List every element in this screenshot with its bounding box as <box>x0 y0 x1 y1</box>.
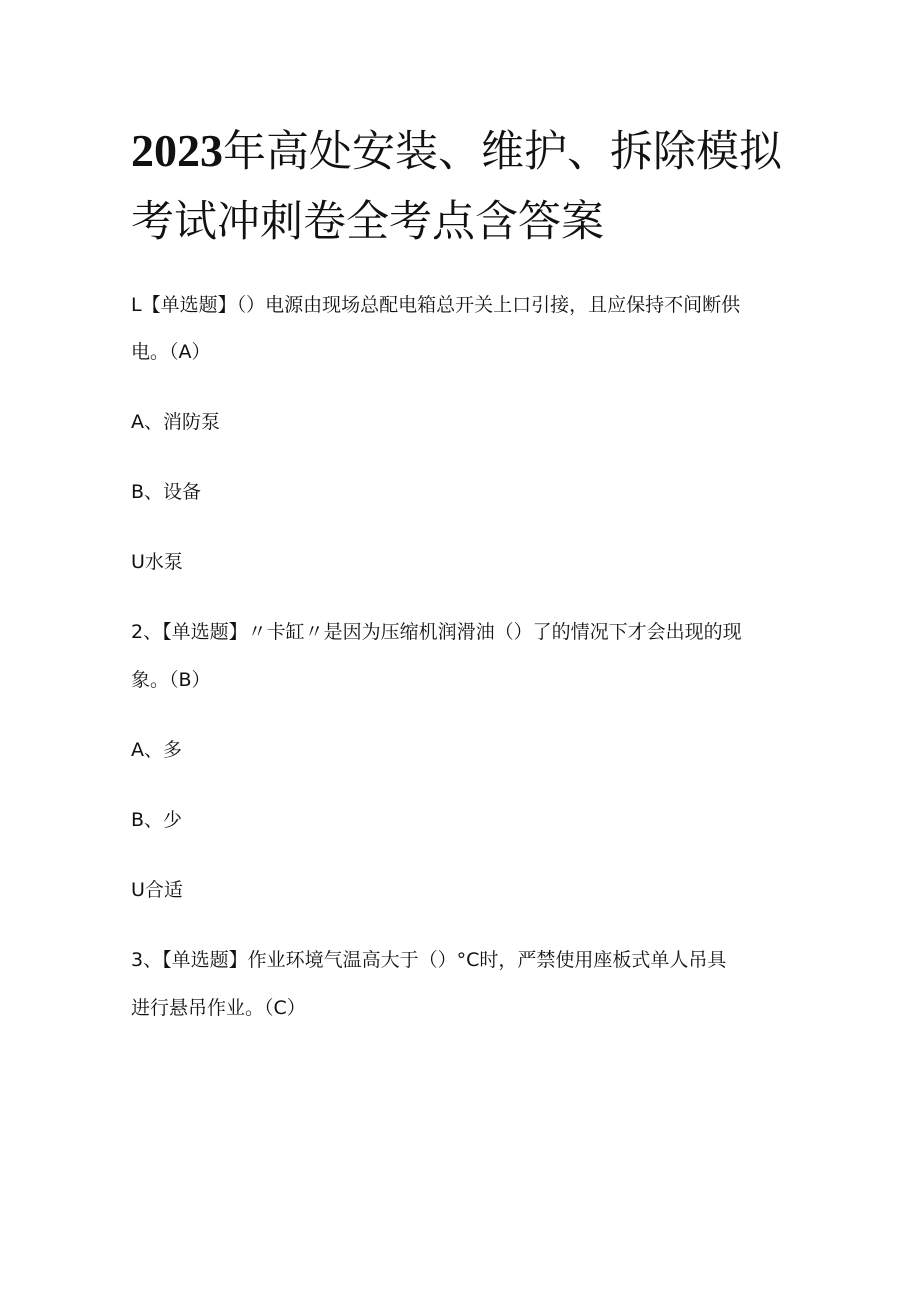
document-title-line-2: 考试冲刺卷全考点含答案 <box>131 197 604 247</box>
title-text-1: 年高处安装、维护、拆除模拟 <box>223 127 782 177</box>
question-2-option-a: A、多 <box>131 739 182 761</box>
question-2-stem-line-2: 象。（B） <box>131 669 211 691</box>
title-year: 2023 <box>131 125 223 176</box>
question-1-option-a: A、消防泵 <box>131 411 220 433</box>
question-1-option-c: U水泵 <box>131 551 183 573</box>
question-3-stem-line-2: 进行悬吊作业。（C） <box>131 997 306 1019</box>
question-3-stem-line-1: 3、【单选题】作业环境气温高大于（）°C时，严禁使用座板式单人吊具 <box>131 949 727 971</box>
question-1-option-b: B、设备 <box>131 481 202 503</box>
question-2-option-c: U合适 <box>131 879 183 901</box>
document-title-line-1 <box>131 125 851 177</box>
question-2-stem-line-1: 2、【单选题】〃卡缸〃是因为压缩机润滑油（）了的情况下才会出现的现 <box>131 621 742 643</box>
question-1-stem-line-1: L【单选题】（）电源由现场总配电箱总开关上口引接，且应保持不间断供 <box>131 294 741 316</box>
question-2-option-b: B、少 <box>131 809 183 831</box>
question-1-stem-line-2: 电。（A） <box>131 341 211 363</box>
